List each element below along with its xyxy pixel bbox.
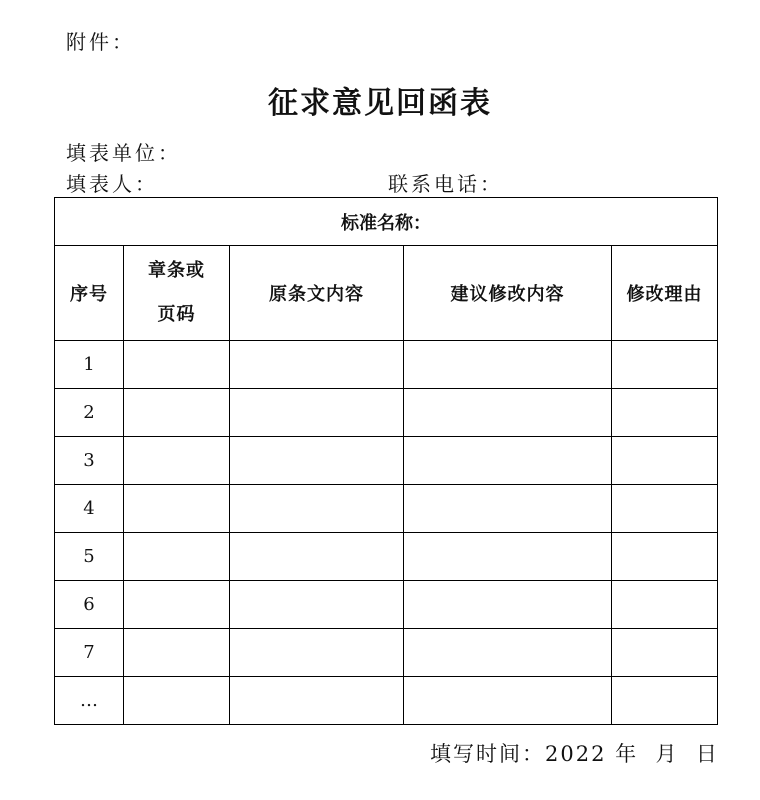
row-number: 5 [55, 533, 124, 581]
reason-cell[interactable] [612, 629, 718, 677]
original-cell[interactable] [230, 341, 404, 389]
suggested-cell[interactable] [404, 437, 612, 485]
reason-cell[interactable] [612, 437, 718, 485]
feedback-table [54, 197, 718, 725]
header-chapter-line2: 页码 [157, 304, 196, 325]
row-number: … [55, 677, 124, 725]
chapter-cell[interactable] [124, 389, 230, 437]
original-cell[interactable] [230, 437, 404, 485]
suggested-cell[interactable] [404, 341, 612, 389]
row-number: 7 [55, 629, 124, 677]
header-chapter [124, 246, 230, 341]
form-title: 征求意见回函表 [268, 86, 492, 121]
fill-unit-label: 填表单位： [66, 141, 181, 165]
table-row [55, 629, 718, 677]
reason-cell[interactable] [612, 389, 718, 437]
reason-cell[interactable] [612, 533, 718, 581]
reason-cell[interactable] [612, 581, 718, 629]
table-row [55, 677, 718, 725]
original-cell[interactable] [230, 533, 404, 581]
attachment-label: 附件： [66, 30, 135, 54]
row-number: 4 [55, 485, 124, 533]
table-row [55, 389, 718, 437]
chapter-cell[interactable] [124, 485, 230, 533]
table-row [55, 437, 718, 485]
reason-cell[interactable] [612, 677, 718, 725]
fill-date-label: 填写时间：2022 年 月 日 [430, 742, 719, 766]
original-cell[interactable] [230, 677, 404, 725]
chapter-cell[interactable] [124, 341, 230, 389]
chapter-cell[interactable] [124, 533, 230, 581]
header-suggested: 建议修改内容 [404, 246, 612, 341]
original-cell[interactable] [230, 581, 404, 629]
phone-label: 联系电话： [388, 172, 503, 196]
original-cell[interactable] [230, 629, 404, 677]
suggested-cell[interactable] [404, 677, 612, 725]
row-number: 1 [55, 341, 124, 389]
row-number: 3 [55, 437, 124, 485]
original-cell[interactable] [230, 389, 404, 437]
chapter-cell[interactable] [124, 437, 230, 485]
standard-name-row [55, 198, 718, 246]
chapter-cell[interactable] [124, 677, 230, 725]
table-header-row [55, 246, 718, 341]
table-row [55, 485, 718, 533]
standard-name-cell[interactable]: 标准名称： [55, 198, 718, 246]
chapter-cell[interactable] [124, 629, 230, 677]
chapter-cell[interactable] [124, 581, 230, 629]
header-reason: 修改理由 [612, 246, 718, 341]
suggested-cell[interactable] [404, 581, 612, 629]
header-seq: 序号 [55, 246, 124, 341]
filler-label: 填表人： [66, 172, 158, 196]
reason-cell[interactable] [612, 485, 718, 533]
suggested-cell[interactable] [404, 389, 612, 437]
header-chapter-line1: 章条或 [148, 260, 205, 281]
suggested-cell[interactable] [404, 533, 612, 581]
table-row [55, 581, 718, 629]
suggested-cell[interactable] [404, 629, 612, 677]
original-cell[interactable] [230, 485, 404, 533]
table-row [55, 533, 718, 581]
suggested-cell[interactable] [404, 485, 612, 533]
reason-cell[interactable] [612, 341, 718, 389]
table-row [55, 341, 718, 389]
row-number: 6 [55, 581, 124, 629]
row-number: 2 [55, 389, 124, 437]
header-original: 原条文内容 [230, 246, 404, 341]
